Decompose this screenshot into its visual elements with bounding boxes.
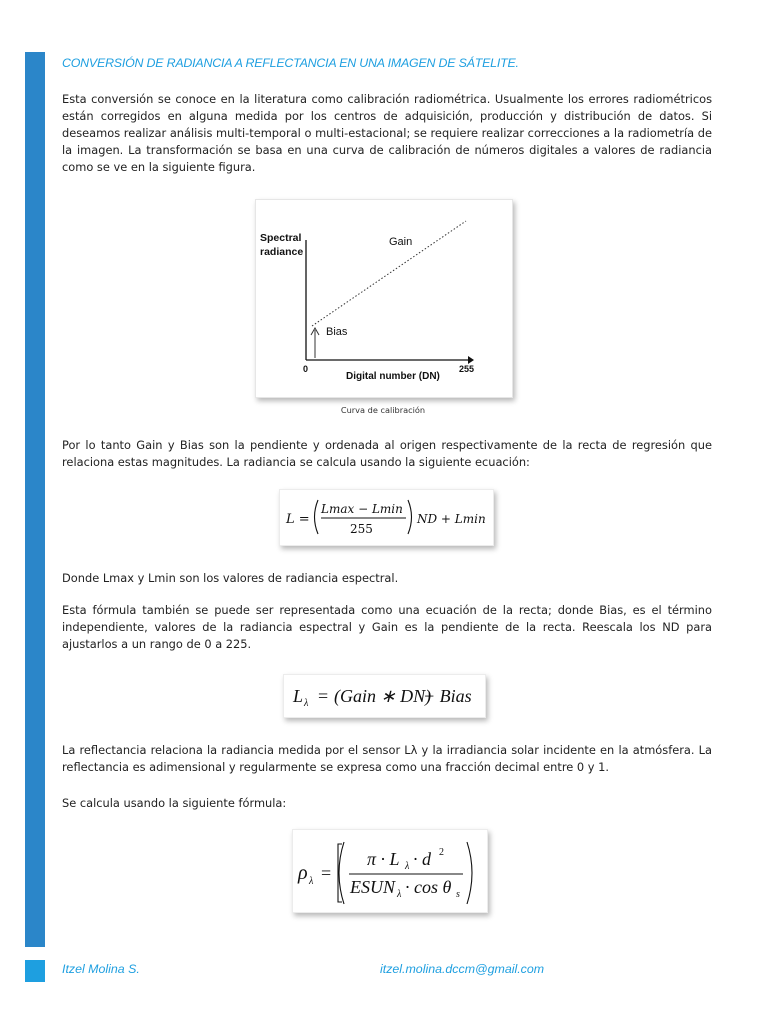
eq3-lhs-sub: λ <box>309 876 314 887</box>
eq3-numerator-b: · d <box>413 849 431 869</box>
eq2-lhs: L <box>293 686 304 706</box>
paragraph-formula-intro: Se calcula usando la siguiente fórmula: <box>62 796 287 810</box>
bias-label: Bias <box>326 326 348 338</box>
figure-caption: Curva de calibración <box>340 405 426 415</box>
eq3-lhs: ρ <box>298 862 308 884</box>
paragraph-intro: Esta conversión se conoce en la literatura como calibración radiométrica. Usualmente los errores radiométricos están corregidos en alguna medida por los centros de adquisición, producción y distribución de datos. Si deseamos realizar análisis multi-temporal o multi-estacional; se requiere realizar correcciones a la radiometría de la imagen. La transformación se basa en una curva de calibración de números digitales a valores de radiancia como se ve en la siguiente figura. <box>62 92 712 174</box>
x-min-label: 0 <box>303 364 309 374</box>
x-max-label: 255 <box>459 364 475 374</box>
eq2-lhs-sub: λ <box>304 698 309 709</box>
eq3-equals: = <box>321 863 332 883</box>
eq2-equals: = <box>318 686 329 706</box>
eq3-right-paren <box>467 842 472 904</box>
eq3-denominator-sub: λ <box>397 889 402 900</box>
eq3-numerator-a: π · L <box>367 849 400 869</box>
calibration-curve-diagram <box>256 200 512 397</box>
footer-author-name: Itzel Molina S. <box>62 962 140 976</box>
eq3-denominator-sub2: s <box>456 889 460 900</box>
eq1-right-paren <box>408 500 412 534</box>
eq1-numerator: Lmax − Lmin <box>321 502 403 516</box>
radiance-equation <box>279 489 494 546</box>
eq2-body: (Gain ∗ DN) <box>334 686 432 706</box>
linear-radiance-equation <box>283 674 486 718</box>
eq1-denominator: 255 <box>350 522 373 536</box>
paragraph-reflectance: La reflectancia relaciona la radiancia medida por el sensor Lλ y la irradiancia solar incidente en la atmósfera. La reflectancia es adimensional y regularmente se expresa como una fracción decimal entre 0 y 1. <box>62 743 712 774</box>
left-accent-bar <box>25 52 45 947</box>
x-axis-label: Digital number (DN) <box>346 371 440 382</box>
eq3-denominator-b: · cos θ <box>405 877 452 897</box>
reflectance-equation <box>292 829 488 913</box>
y-axis-label-line2: radiance <box>260 246 304 258</box>
eq3-left-paren <box>339 842 344 904</box>
paragraph-lmax-lmin: Donde Lmax y Lmin son los valores de radiancia espectral. <box>62 571 399 585</box>
footer-accent-square <box>25 960 45 982</box>
eq3-numerator-sup: 2 <box>439 847 444 858</box>
eq1-left-paren <box>315 500 319 534</box>
eq1-lhs: L = <box>286 512 310 527</box>
eq3-denominator-a: ESUN <box>350 877 395 897</box>
x-axis-arrowhead <box>468 356 474 364</box>
calibration-curve-figure <box>255 199 513 398</box>
paragraph-line-equation: Esta fórmula también se puede ser representada como una ecuación de la recta; donde Bias, es el término independiente, valores de la radiancia espectral y Gain es la pendiente de la recta. Reescala los ND para ajustarlos a un rango de 0 a 225. <box>62 603 712 651</box>
gain-label: Gain <box>389 236 413 248</box>
document-title: CONVERSIÓN DE RADIANCIA A REFLECTANCIA EN UNA IMAGEN DE SÁTELITE. <box>62 56 519 70</box>
eq1-tail: ND + Lmin <box>417 512 486 526</box>
eq3-numerator-sub: λ <box>405 861 410 872</box>
paragraph-gain-bias: Por lo tanto Gain y Bias son la pendiente y ordenada al origen respectivamente de la recta de regresión que relaciona estas magnitudes. La radiancia se calcula usando la siguiente ecuación: <box>62 438 712 469</box>
footer-email-link[interactable]: itzel.molina.dccm@gmail.com <box>380 962 545 976</box>
eq2-tail: + Bias <box>423 686 472 706</box>
y-axis-label-line1: Spectral <box>260 232 302 244</box>
